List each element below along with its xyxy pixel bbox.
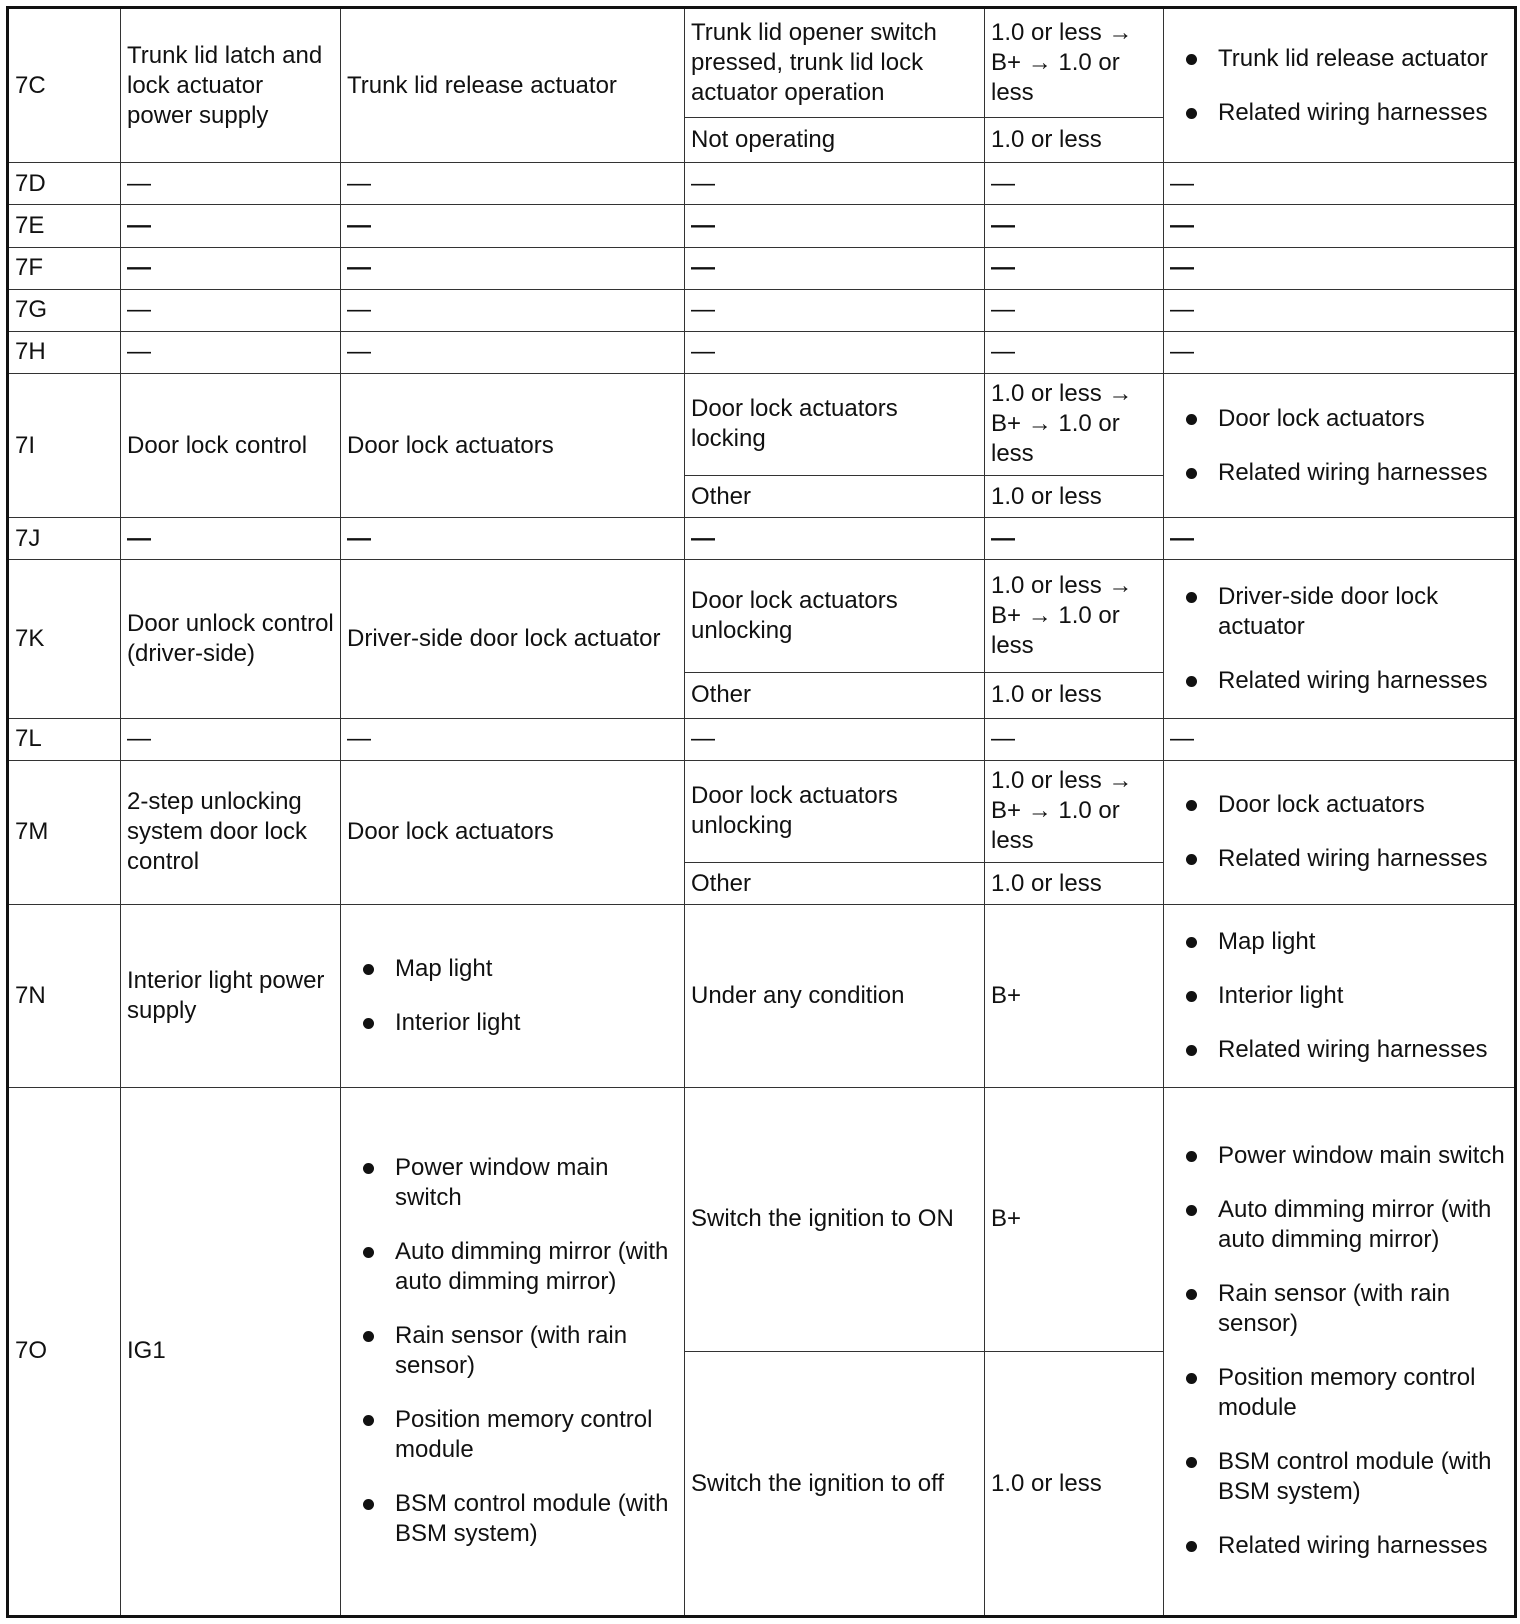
table-row xyxy=(8,205,1516,247)
list-item: Power window main switch xyxy=(1218,1141,1508,1171)
inspection-cell: — xyxy=(1164,163,1516,205)
terminal-cell: 7I xyxy=(8,373,121,517)
measurement-condition-cell: — xyxy=(685,205,985,247)
list-item: Related wiring harnesses xyxy=(1218,666,1508,696)
voltage-cell: 1.0 or less → B+ → 1.0 or less xyxy=(985,8,1164,118)
voltage-cell: — xyxy=(985,205,1164,247)
voltage-cell: — xyxy=(985,518,1164,560)
table-row xyxy=(8,289,1516,331)
voltage-cell: 1.0 or less → B+ → 1.0 or less xyxy=(985,373,1164,475)
measurement-condition-cell: Other xyxy=(685,863,985,905)
terminal-cell: 7K xyxy=(8,560,121,718)
signal-name-cell: — xyxy=(341,163,685,205)
terminal-cell: 7J xyxy=(8,518,121,560)
table-row xyxy=(8,518,1516,560)
measurement-condition-cell: — xyxy=(685,163,985,205)
connected-to-cell: Trunk lid latch and lock actuator power supply xyxy=(121,8,341,163)
inspection-cell xyxy=(1164,905,1516,1087)
measurement-condition-cell: Trunk lid opener switch pressed, trunk lid lock actuator operation xyxy=(685,8,985,118)
list-item: Related wiring harnesses xyxy=(1218,844,1508,874)
voltage-cell: 1.0 or less → B+ → 1.0 or less xyxy=(985,560,1164,672)
connected-to-cell: IG1 xyxy=(121,1087,341,1616)
measurement-condition-cell: Switch the ignition to off xyxy=(685,1352,985,1617)
table-row xyxy=(8,331,1516,373)
connected-to-cell: — xyxy=(121,247,341,289)
voltage-cell: — xyxy=(985,247,1164,289)
table-row xyxy=(8,560,1516,672)
voltage-cell: — xyxy=(985,163,1164,205)
connected-to-cell: — xyxy=(121,205,341,247)
signal-name-cell: — xyxy=(341,205,685,247)
list-item: Map light xyxy=(395,954,678,984)
measurement-condition-cell: — xyxy=(685,718,985,760)
terminal-cell: 7C xyxy=(8,8,121,163)
list-item: Trunk lid release actuator xyxy=(1218,44,1508,74)
signal-name-cell: — xyxy=(341,247,685,289)
connected-to-cell: 2-step unlocking system door lock control xyxy=(121,760,341,904)
voltage-cell: — xyxy=(985,289,1164,331)
terminal-cell: 7L xyxy=(8,718,121,760)
voltage-cell: 1.0 or less xyxy=(985,118,1164,163)
inspection-cell: — xyxy=(1164,247,1516,289)
list-item: Rain sensor (with rain sensor) xyxy=(1218,1279,1508,1339)
voltage-cell: — xyxy=(985,331,1164,373)
connected-to-cell: Interior light power supply xyxy=(121,905,341,1087)
measurement-condition-cell: Door lock actuators locking xyxy=(685,373,985,475)
table-row xyxy=(8,8,1516,118)
voltage-cell: 1.0 or less xyxy=(985,672,1164,718)
terminal-cell: 7D xyxy=(8,163,121,205)
list-item: Related wiring harnesses xyxy=(1218,98,1508,128)
measurement-condition-cell: — xyxy=(685,518,985,560)
measurement-condition-cell: Other xyxy=(685,672,985,718)
connected-to-cell: Door unlock control (driver-side) xyxy=(121,560,341,718)
inspection-cell: — xyxy=(1164,331,1516,373)
table-row xyxy=(8,718,1516,760)
measurement-condition-cell: — xyxy=(685,247,985,289)
measurement-condition-cell: Other xyxy=(685,476,985,518)
list-item: Driver-side door lock actuator xyxy=(1218,582,1508,642)
inspection-cell xyxy=(1164,1087,1516,1616)
inspection-cell xyxy=(1164,560,1516,718)
signal-name-cell: — xyxy=(341,718,685,760)
list-item: Position memory control module xyxy=(1218,1363,1508,1423)
signal-name-cell: — xyxy=(341,331,685,373)
table-row xyxy=(8,163,1516,205)
terminal-cell: 7M xyxy=(8,760,121,904)
inspection-cell: — xyxy=(1164,289,1516,331)
inspection-cell xyxy=(1164,760,1516,904)
list-item: Rain sensor (with rain sensor) xyxy=(395,1321,678,1381)
list-item: Door lock actuators xyxy=(1218,790,1508,820)
terminal-cell: 7N xyxy=(8,905,121,1087)
connected-to-cell: — xyxy=(121,331,341,373)
list-item: BSM control module (with BSM system) xyxy=(1218,1447,1508,1507)
inspection-cell xyxy=(1164,373,1516,517)
table-row xyxy=(8,373,1516,475)
signal-name-cell: Door lock actuators xyxy=(341,373,685,517)
voltage-cell: 1.0 or less xyxy=(985,863,1164,905)
list-item: Interior light xyxy=(395,1008,678,1038)
signal-name-cell: Driver-side door lock actuator xyxy=(341,560,685,718)
inspection-cell: — xyxy=(1164,205,1516,247)
connected-to-cell: Door lock control xyxy=(121,373,341,517)
measurement-condition-cell: Under any condition xyxy=(685,905,985,1087)
signal-name-cell xyxy=(341,905,685,1087)
signal-name-cell: Door lock actuators xyxy=(341,760,685,904)
table-row xyxy=(8,905,1516,1087)
voltage-cell: 1.0 or less → B+ → 1.0 or less xyxy=(985,760,1164,862)
voltage-cell: 1.0 or less xyxy=(985,476,1164,518)
signal-name-cell: — xyxy=(341,289,685,331)
list-item: Position memory control module xyxy=(395,1405,678,1465)
list-item: Auto dimming mirror (with auto dimming mirror) xyxy=(1218,1195,1508,1255)
list-item: Related wiring harnesses xyxy=(1218,1035,1508,1065)
table-row xyxy=(8,1087,1516,1352)
connected-to-cell: — xyxy=(121,289,341,331)
measurement-condition-cell: Not operating xyxy=(685,118,985,163)
list-item: Door lock actuators xyxy=(1218,404,1508,434)
list-item: Related wiring harnesses xyxy=(1218,1531,1508,1561)
list-item: Power window main switch xyxy=(395,1153,678,1213)
terminal-cell: 7O xyxy=(8,1087,121,1616)
inspection-cell: — xyxy=(1164,718,1516,760)
list-item: Interior light xyxy=(1218,981,1508,1011)
list-item: Auto dimming mirror (with auto dimming mirror) xyxy=(395,1237,678,1297)
list-item: BSM control module (with BSM system) xyxy=(395,1489,678,1549)
measurement-condition-cell: Door lock actuators unlocking xyxy=(685,760,985,862)
signal-name-cell xyxy=(341,1087,685,1616)
voltage-cell: B+ xyxy=(985,905,1164,1087)
voltage-cell: 1.0 or less xyxy=(985,1352,1164,1617)
measurement-condition-cell: Door lock actuators unlocking xyxy=(685,560,985,672)
terminal-cell: 7G xyxy=(8,289,121,331)
terminal-cell: 7F xyxy=(8,247,121,289)
voltage-cell: B+ xyxy=(985,1087,1164,1352)
signal-name-cell: — xyxy=(341,518,685,560)
measurement-condition-cell: — xyxy=(685,331,985,373)
voltage-cell: — xyxy=(985,718,1164,760)
measurement-condition-cell: Switch the ignition to ON xyxy=(685,1087,985,1352)
terminal-voltage-table xyxy=(6,6,1517,1618)
table-row xyxy=(8,760,1516,862)
list-item: Related wiring harnesses xyxy=(1218,458,1508,488)
inspection-cell xyxy=(1164,8,1516,163)
terminal-cell: 7E xyxy=(8,205,121,247)
connected-to-cell: — xyxy=(121,163,341,205)
inspection-cell: — xyxy=(1164,518,1516,560)
signal-name-cell: Trunk lid release actuator xyxy=(341,8,685,163)
list-item: Map light xyxy=(1218,927,1508,957)
connected-to-cell: — xyxy=(121,718,341,760)
measurement-condition-cell: — xyxy=(685,289,985,331)
table-row xyxy=(8,247,1516,289)
connected-to-cell: — xyxy=(121,518,341,560)
terminal-cell: 7H xyxy=(8,331,121,373)
